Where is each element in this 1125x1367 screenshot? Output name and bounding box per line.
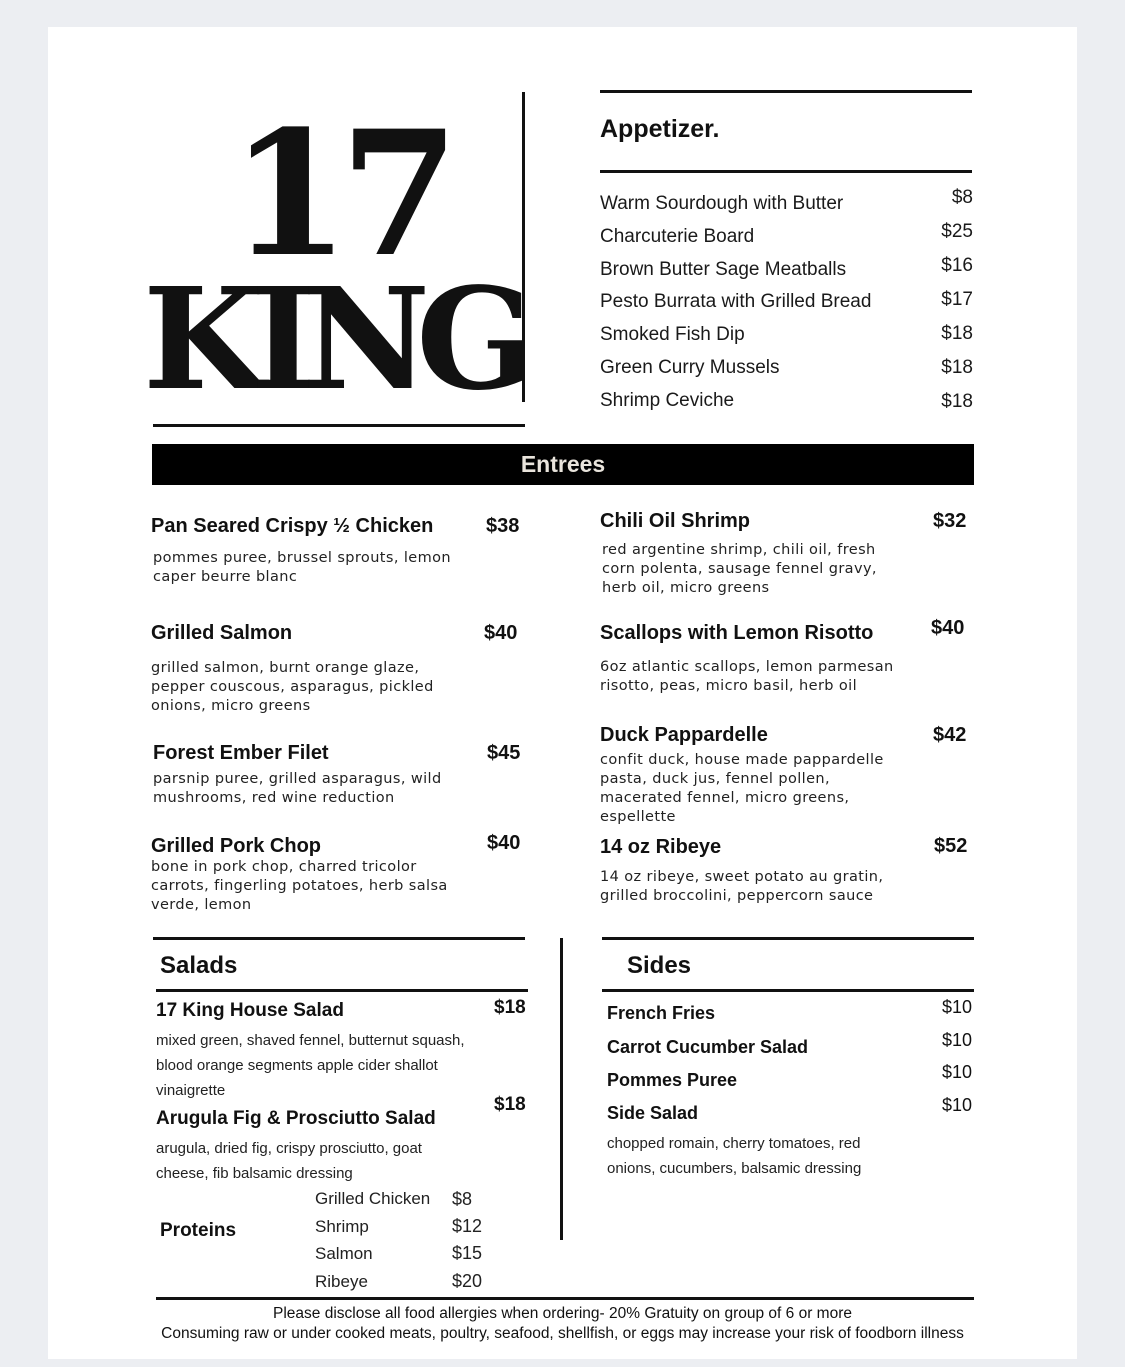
sides-title-rule	[602, 989, 974, 992]
side-name: Side Salad	[607, 1103, 699, 1123]
salads-sides-divider	[560, 938, 563, 1240]
entree-price: $45	[487, 742, 521, 764]
appetizer-title: Appetizer.	[600, 115, 720, 143]
entree-price: $32	[933, 510, 967, 532]
logo-vertical-divider	[522, 92, 525, 402]
salad-price: $18	[494, 1094, 526, 1115]
side-price: $10	[941, 1095, 972, 1115]
entree-name: Scallops with Lemon Risotto	[600, 622, 874, 644]
entree-name: Pan Seared Crispy ½ Chicken	[151, 515, 434, 537]
salads-title-rule	[156, 989, 528, 992]
appetizer-item-name: Pesto Burrata with Grilled Bread	[600, 291, 872, 312]
entree-name: 14 oz Ribeye	[600, 836, 722, 858]
appetizer-item-price: $17	[941, 289, 973, 310]
entree-name: Forest Ember Filet	[153, 742, 329, 764]
logo-bottom-rule	[153, 424, 525, 427]
appetizer-item-name: Brown Butter Sage Meatballs	[600, 259, 847, 280]
protein-name: Grilled Chicken	[315, 1189, 431, 1208]
side-price: $10	[941, 997, 972, 1017]
side-price: $10	[941, 1062, 972, 1082]
appetizer-item-price: $18	[941, 357, 973, 378]
appetizer-item-price: $18	[941, 323, 973, 344]
sides-top-rule	[602, 937, 974, 940]
entree-price: $40	[931, 617, 965, 639]
entree-description: red argentine shrimp, chili oil, fresh corn polenta, sausage fennel gravy, herb oil, micro greens	[602, 542, 877, 596]
logo-number: 17	[230, 92, 450, 295]
appetizer-item-name: Shrimp Ceviche	[600, 390, 735, 411]
entree-description: confit duck, house made pappardelle pasta, duck jus, fennel pollen, macerated fennel, micro greens, espellette	[600, 752, 884, 825]
entree-price: $40	[484, 622, 518, 644]
appetizer-item-name: Green Curry Mussels	[600, 357, 780, 378]
salad-description: arugula, dried fig, crispy prosciutto, goat cheese, fib balsamic dressing	[156, 1140, 422, 1182]
allergy-notice: Please disclose all food allergies when ordering- 20% Gratuity on group of 6 or more	[273, 1305, 852, 1322]
entree-price: $38	[486, 515, 520, 537]
side-name: Carrot Cucumber Salad	[607, 1037, 809, 1057]
salad-name: Arugula Fig & Prosciutto Salad	[156, 1108, 436, 1129]
side-name: Pommes Puree	[607, 1070, 738, 1090]
entree-price: $52	[934, 835, 968, 857]
salad-description: mixed green, shaved fennel, butternut squash, blood orange segments apple cider shallot vinaigrette	[156, 1032, 465, 1099]
entree-description: bone in pork chop, charred tricolor carrots, fingerling potatoes, herb salsa verde, lemon	[151, 859, 448, 913]
salad-name: 17 King House Salad	[156, 1000, 344, 1021]
entree-name: Grilled Pork Chop	[151, 835, 322, 857]
salads-title: Salads	[160, 952, 238, 979]
entree-name: Chili Oil Shrimp	[600, 510, 751, 532]
protein-price: $20	[452, 1271, 483, 1291]
entree-name: Duck Pappardelle	[600, 724, 768, 746]
side-salad-description: chopped romain, cherry tomatoes, red onions, cucumbers, balsamic dressing	[607, 1135, 862, 1177]
appetizer-item-name: Charcuterie Board	[600, 226, 755, 247]
salads-top-rule	[153, 937, 525, 940]
logo-word: KING	[143, 258, 522, 422]
entree-description: 14 oz ribeye, sweet potato au gratin, grilled broccolini, peppercorn sauce	[600, 869, 884, 904]
consumption-warning: Consuming raw or under cooked meats, poultry, seafood, shellfish, or eggs may increase your risk of foodborn illness	[161, 1325, 964, 1342]
protein-name: Shrimp	[315, 1217, 369, 1236]
appetizer-item-price: $16	[941, 255, 973, 276]
entree-price: $42	[933, 724, 967, 746]
protein-price: $12	[452, 1216, 483, 1236]
appetizer-item-name: Smoked Fish Dip	[600, 324, 745, 345]
entrees-header-band	[152, 444, 974, 485]
entree-price: $40	[487, 832, 521, 854]
entree-description: grilled salmon, burnt orange glaze, pepper couscous, asparagus, pickled onions, micro greens	[151, 660, 434, 714]
appetizer-item-price: $18	[941, 391, 973, 412]
appetizer-item-price: $25	[941, 221, 973, 242]
side-name: French Fries	[607, 1003, 716, 1023]
protein-name: Salmon	[315, 1244, 373, 1263]
appetizer-title-rule	[600, 170, 972, 173]
sides-title: Sides	[627, 952, 692, 979]
appetizer-top-rule	[600, 90, 972, 93]
appetizer-item-price: $8	[951, 187, 973, 208]
appetizer-item-name: Warm Sourdough with Butter	[600, 193, 844, 214]
proteins-label: Proteins	[160, 1220, 237, 1241]
footer-rule	[156, 1297, 974, 1300]
protein-price: $15	[452, 1243, 483, 1263]
entree-name: Grilled Salmon	[151, 622, 293, 644]
entree-description: 6oz atlantic scallops, lemon parmesan risotto, peas, micro basil, herb oil	[600, 659, 894, 694]
entree-description: parsnip puree, grilled asparagus, wild mushrooms, red wine reduction	[153, 771, 442, 806]
entrees-title: Entrees	[520, 451, 606, 477]
entree-description: pommes puree, brussel sprouts, lemon caper beurre blanc	[153, 550, 451, 585]
side-price: $10	[941, 1030, 972, 1050]
protein-name: Ribeye	[315, 1272, 368, 1291]
salad-price: $18	[494, 997, 526, 1018]
protein-price: $8	[452, 1189, 473, 1209]
